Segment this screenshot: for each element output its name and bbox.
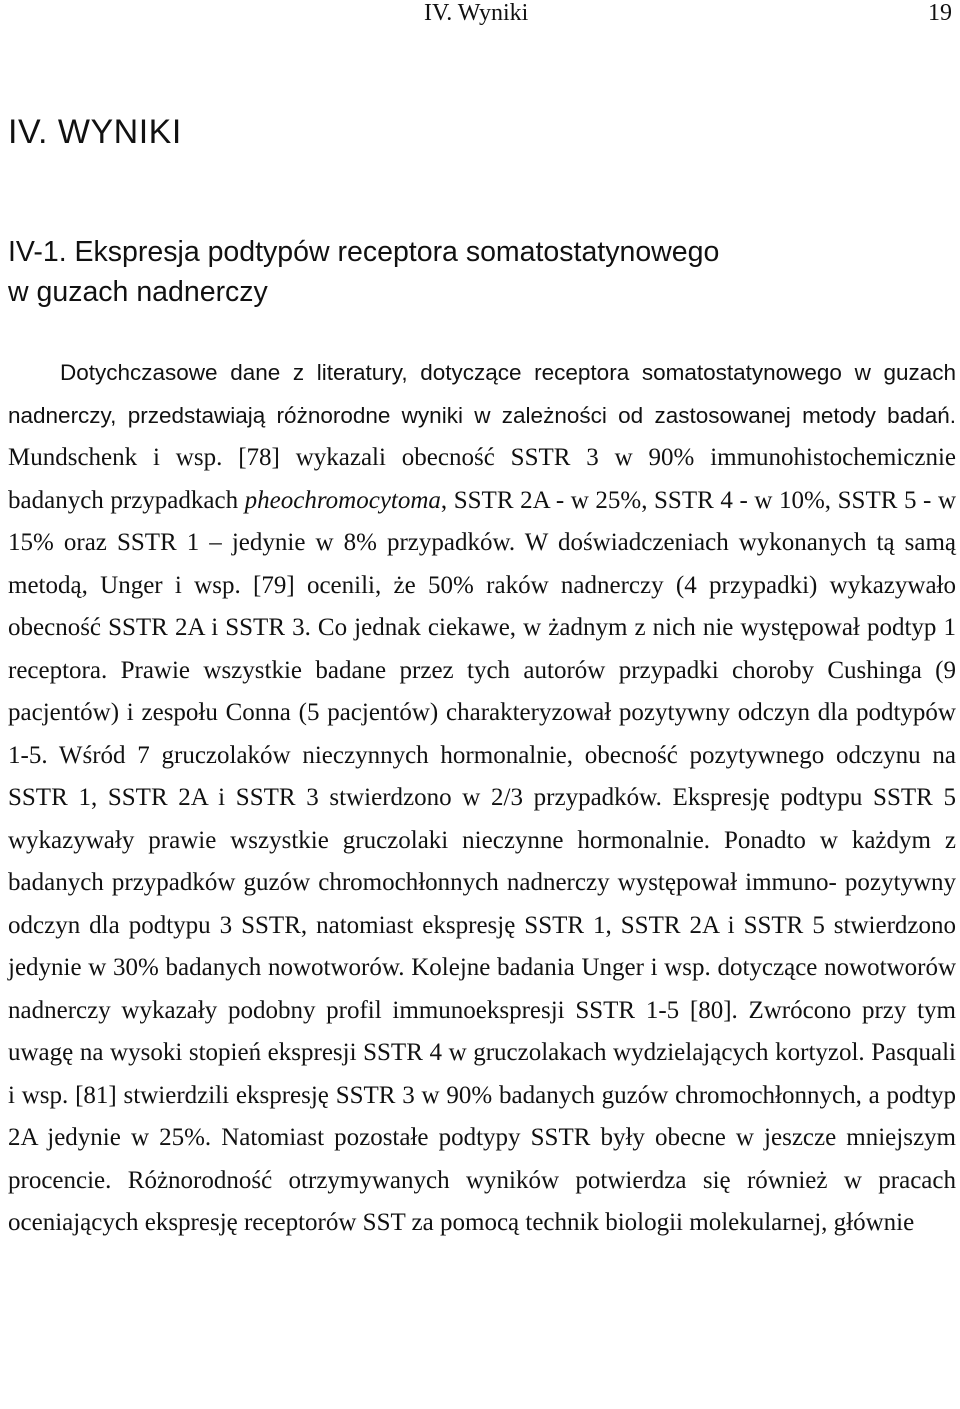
body-paragraph-part-4: , SSTR 2A - w 25%, SSTR 4 - w 10%, SSTR 5 - w 15% oraz SSTR 1 – jedynie w 8% przypadków. W doświadczeniach wykonanych tą samą metodą, Unger i wsp. [79] ocenili, że 50% raków nadnerczy (4 przypadki) wykazywało obecność SSTR 2A i SSTR 3. Co jednak ciekawe, w żadnym z nich nie występował podtyp 1 receptora. Prawie wszystkie badane przez tych autorów przypadki choroby Cushinga (9 pacjentów) i zespołu Conna (5 pacjentów) charakteryzował pozytywny odczyn dla podtypów 1-5. Wśród 7 gruczolaków nieczynnych hormonalnie, obecność pozytywnego odczynu na SSTR 1, SSTR 2A i SSTR 3 stwierdzono w 2/3 przypadków. Ekspresję podtypu SSTR 5 wykazywały prawie wszystkie gruczolaki nieczynne hormonalnie. Ponadto w każdym z badanych przypadków guzów chromochłonnych nadnerczy występował immuno- pozytywny odczyn dla podtypu 3 SSTR, natomiast ekspresję SSTR 1, SSTR 2A i SSTR 5 stwierdzono jedynie w 30% badanych nowotworów. Kolejne badania Unger i wsp. dotyczące nowotworów nadnerczy wykazały podobny profil immunoekspresji SSTR 1-5 [80]. Zwrócono przy tym uwagę na wysoki stopień ekspresji SSTR 4 w gruczolakach wydzielających kortyzol. Pasquali i wsp. [81] stwierdzili ekspresję SSTR 3 w 90% badanych guzów chromochłonnych, a podtyp 2A jedynie w 25%. Natomiast pozostałe podtypy SSTR były obecne w jeszcze mniejszym procencie. Różnorodność otrzymywanych wyników potwierdza się również w pracach oceniających ekspresję receptorów SST za pomocą technik biologii molekularnej, głównie [8, 486, 957, 1236]
page-number: 19 [928, 0, 952, 26]
section-title [8, 232, 928, 312]
running-header [0, 0, 960, 30]
section-title-line-1: IV-1. Ekspresja podtypów receptora somatostatynowego [8, 236, 720, 268]
chapter-title: IV. WYNIKI [8, 113, 182, 151]
body-paragraph [8, 352, 956, 1245]
running-header-section: IV. Wyniki [424, 0, 529, 26]
body-paragraph-italic-term: pheochromocytoma [244, 486, 441, 514]
section-title-line-2: w guzach nadnerczy [8, 276, 268, 308]
body-paragraph-part-1: Dotychczasowe dane z literatury, dotyczące receptora somatostatynowego w guzach nadnerczy, przedstawiają różnorodne wyniki w zależności od zastosowanej metody badań. [8, 360, 956, 428]
body-paragraph-part-2: Mundschenk i wsp. [78] wykazali obecność SSTR 3 w 90% immunohistochemicznie badanych przypadkach [8, 444, 956, 514]
